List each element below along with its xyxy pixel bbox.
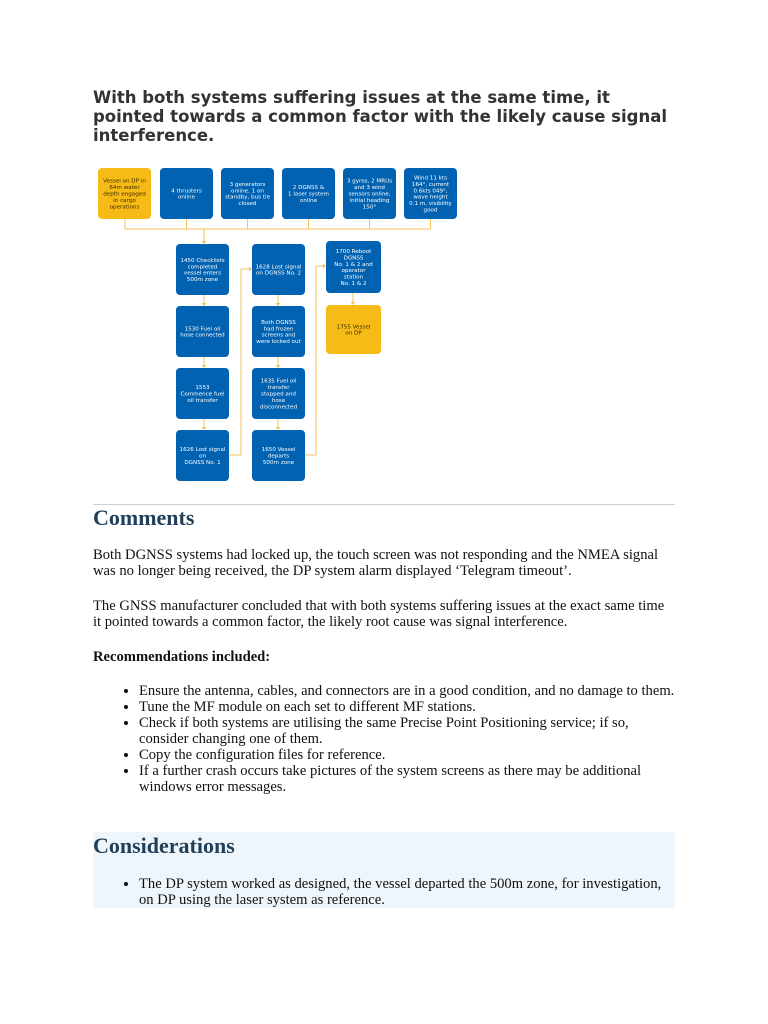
box-label-line: 1626 Lost signal bbox=[179, 447, 226, 454]
box-label-line: operations bbox=[109, 204, 140, 211]
arrow-head bbox=[202, 241, 207, 244]
box-label-line: 1755 Vessel bbox=[336, 324, 371, 331]
arrow-head bbox=[276, 427, 281, 430]
arrow-head bbox=[323, 264, 326, 269]
box-label-line: initial heading bbox=[349, 197, 390, 204]
box-label-line: standby, bus tie bbox=[224, 194, 271, 201]
box-label-line: 64m water bbox=[109, 185, 140, 192]
top-row-box bbox=[343, 168, 396, 219]
box-label-line: had frozen bbox=[263, 326, 294, 333]
considerations-heading: Considerations bbox=[93, 833, 235, 858]
box-label-line: 3 gyros, 2 MRUs bbox=[346, 178, 393, 185]
arrow-head bbox=[276, 303, 281, 306]
box-label-line: 1553 bbox=[195, 385, 210, 392]
box-label-line: were locked out bbox=[256, 339, 301, 346]
box-label-line: oil transfer bbox=[187, 397, 218, 404]
arrow-head bbox=[276, 365, 281, 368]
timeline-box bbox=[176, 430, 229, 481]
box-label-line: 500m zone bbox=[262, 459, 295, 466]
comments-paragraph-1: Both DGNSS systems had locked up, the touch screen was not responding and the NMEA signal was no longer being received, the DP system alarm displayed ‘Telegram timeout’. bbox=[93, 547, 659, 579]
box-label-line: screens and bbox=[261, 332, 296, 339]
box-label-line: and 3 wind bbox=[354, 185, 385, 192]
list-item: • Check if both systems are utilising the same Precise Point Positioning service; if so, consider changing one of them. bbox=[139, 715, 675, 747]
box-label-line: DGNSS bbox=[343, 255, 364, 262]
box-label-line: Vessel on DP in bbox=[103, 178, 146, 185]
box-label-line: 2 DGNSS & bbox=[292, 185, 325, 192]
timeline-box bbox=[176, 368, 229, 419]
arrow-head bbox=[249, 267, 252, 272]
box-label-line: online bbox=[299, 197, 318, 204]
box-label-line: No. 1 & 2 bbox=[340, 281, 367, 287]
box-label-line: in cargo bbox=[113, 197, 136, 204]
list-item: • Tune the MF module on each set to different MF stations. bbox=[139, 699, 675, 715]
recommendations-label: Recommendations included: bbox=[93, 649, 271, 665]
box-label-line: 1 laser system bbox=[288, 191, 329, 198]
box-label-line: online, 1 on bbox=[231, 188, 264, 195]
box-label-line: 3 generators bbox=[229, 181, 266, 188]
arrow-head bbox=[351, 302, 356, 305]
box-label-line: 150° bbox=[362, 204, 377, 211]
box-label-line: stopped and bbox=[261, 391, 296, 398]
top-row-box bbox=[98, 168, 151, 219]
top-row-box bbox=[160, 168, 213, 219]
box-label-line: 1450 Checklists bbox=[180, 257, 225, 264]
box-label-line: on DP bbox=[345, 330, 362, 337]
box-label-line: on bbox=[199, 453, 206, 460]
box-label-line: good bbox=[423, 207, 438, 214]
timeline-box bbox=[326, 305, 381, 354]
box-label-line: 1628 Lost signal bbox=[255, 264, 302, 271]
box-label-line: 1650 Vessel bbox=[261, 447, 296, 454]
box-label-line: departs bbox=[267, 453, 290, 460]
list-item: • The DP system worked as designed, the vessel departed the 500m zone, for investigation, on DP using the laser system as reference. bbox=[139, 876, 675, 908]
box-label-line: 500m zone bbox=[186, 277, 219, 284]
box-label-line: Both DGNSS bbox=[261, 319, 296, 326]
top-row-box bbox=[221, 168, 274, 219]
incident-timeline-flowchart bbox=[96, 165, 466, 485]
box-label-line: completed bbox=[187, 264, 218, 271]
box-label-line: transfer bbox=[267, 385, 290, 392]
top-row-box bbox=[404, 168, 457, 219]
box-label-line: disconnected bbox=[259, 404, 298, 411]
box-label-line: 1530 Fuel oil bbox=[184, 326, 221, 333]
box-label-line: 0.1 m, visibility bbox=[409, 201, 452, 208]
box-label-line: 1635 Fuel oil bbox=[260, 378, 297, 385]
box-label-line: depth engaged bbox=[103, 191, 146, 198]
timeline-box bbox=[252, 244, 305, 295]
box-label-line: operator bbox=[341, 268, 366, 275]
timeline-box bbox=[252, 306, 305, 357]
box-label-line: vessel enters bbox=[183, 270, 222, 277]
comments-heading: Comments bbox=[93, 505, 195, 530]
box-label-line: station bbox=[343, 274, 364, 281]
considerations-list bbox=[93, 876, 675, 908]
box-label-line: hose bbox=[271, 397, 286, 404]
comments-paragraph-2: The GNSS manufacturer concluded that with both systems suffering issues at the exact same time it pointed towards a common factor, the likely root cause was signal interference. bbox=[93, 598, 665, 630]
timeline-box bbox=[326, 241, 381, 293]
box-label-line: No. 1 & 2 and bbox=[334, 261, 373, 268]
box-label-line: DGNSS No. 1 bbox=[184, 459, 221, 466]
box-label-line: Commence fuel bbox=[180, 391, 225, 398]
timeline-box bbox=[252, 368, 305, 419]
box-label-line: Wind 11 kts bbox=[413, 175, 448, 182]
box-label-line: online bbox=[177, 194, 196, 201]
box-label-line: wave height bbox=[413, 194, 448, 201]
arrow-head bbox=[202, 427, 207, 430]
box-label-line: hose connected bbox=[180, 332, 225, 339]
top-row-box bbox=[282, 168, 335, 219]
timeline-box bbox=[252, 430, 305, 481]
list-item: • If a further crash occurs take pictures of the system screens as there may be additional windows error messages. bbox=[139, 763, 675, 795]
box-label-line: sensors online, bbox=[348, 191, 391, 198]
timeline-box bbox=[176, 306, 229, 357]
list-item: • Copy the configuration files for reference. bbox=[139, 747, 675, 763]
arrow-head bbox=[202, 365, 207, 368]
recommendations-list bbox=[93, 683, 675, 795]
list-item: • Ensure the antenna, cables, and connectors are in a good condition, and no damage to them. bbox=[139, 683, 675, 699]
arrow-head bbox=[202, 303, 207, 306]
box-label-line: closed bbox=[238, 201, 257, 208]
box-label-line: 164°, current bbox=[411, 181, 450, 188]
box-label-line: 0.6kts 049°, bbox=[413, 188, 448, 195]
box-label-line: on DGNSS No. 2 bbox=[255, 270, 302, 277]
timeline-box bbox=[176, 244, 229, 295]
headline: With both systems suffering issues at the same time, it pointed towards a common factor with the likely cause signal interference. bbox=[93, 88, 667, 145]
box-label-line: 1700 Reboot bbox=[335, 249, 372, 255]
box-label-line: 4 thrusters bbox=[171, 188, 202, 195]
